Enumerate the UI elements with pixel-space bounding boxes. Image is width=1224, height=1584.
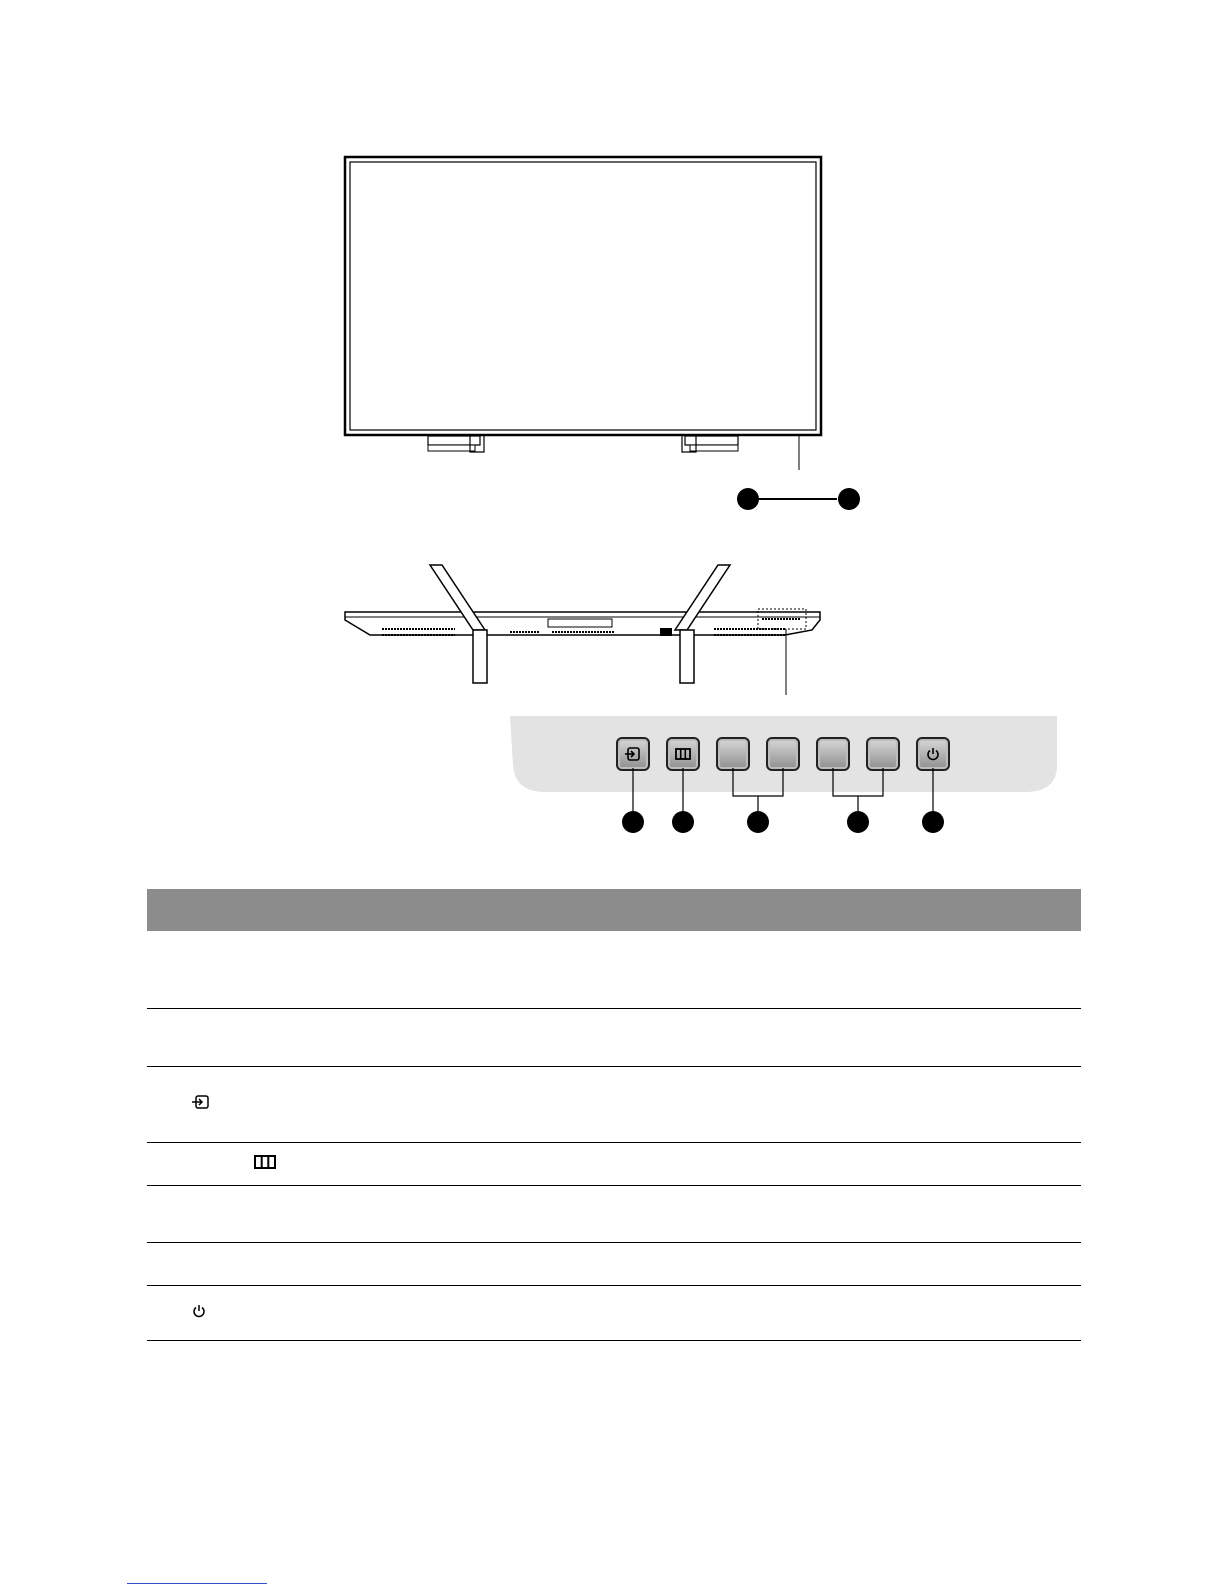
callout-marker: [622, 811, 644, 833]
input-source-button[interactable]: [616, 737, 650, 771]
button-4[interactable]: [766, 737, 800, 771]
controls-table: [147, 889, 1081, 1341]
menu-icon: [675, 746, 691, 762]
table-row: [147, 1243, 1081, 1286]
button-5[interactable]: [816, 737, 850, 771]
table-row: [147, 1286, 1081, 1341]
callout-marker: [737, 488, 759, 510]
tv-bottom-view: [330, 555, 830, 695]
menu-icon: [254, 1155, 276, 1174]
button-callout-leaders: [600, 768, 960, 838]
callout-marker: [672, 811, 694, 833]
button-6[interactable]: [866, 737, 900, 771]
table-row: [147, 1067, 1081, 1143]
table-header-cell: [147, 889, 1081, 931]
menu-button[interactable]: [666, 737, 700, 771]
table-header-row: [147, 889, 1081, 931]
table-row: [147, 1143, 1081, 1186]
input-source-icon: [192, 1094, 210, 1115]
callout-marker: [847, 811, 869, 833]
button-3[interactable]: [716, 737, 750, 771]
input-source-icon: [625, 746, 641, 762]
table-row: [147, 1009, 1081, 1067]
table-row: [147, 931, 1081, 1009]
tv-front-view: [330, 140, 830, 470]
callout-marker: [838, 488, 860, 510]
power-button[interactable]: [916, 737, 950, 771]
power-icon: [925, 746, 941, 762]
callout-marker: [922, 811, 944, 833]
table-row: [147, 1186, 1081, 1243]
power-icon: [192, 1304, 206, 1323]
callout-marker: [747, 811, 769, 833]
callout-leader: [757, 498, 837, 500]
